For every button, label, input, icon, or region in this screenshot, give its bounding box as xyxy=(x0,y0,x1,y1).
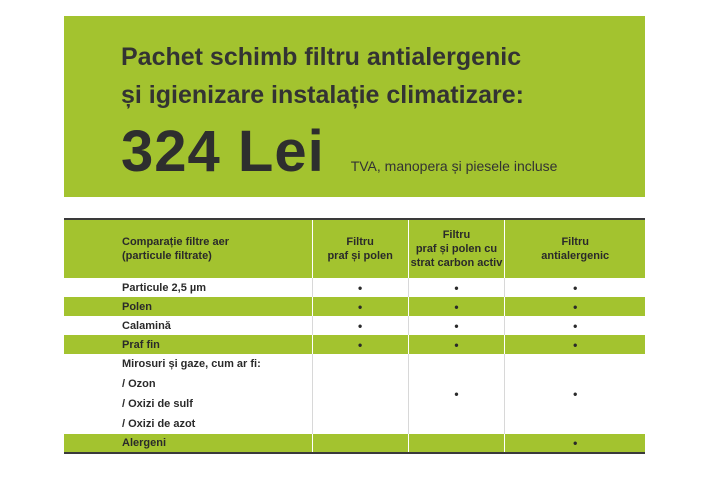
table-row xyxy=(64,434,645,453)
bullet-mark: • xyxy=(408,278,505,297)
row-label: Particule 2,5 µm xyxy=(122,281,206,294)
header-col3-line3: strat carbon activ xyxy=(410,257,503,269)
table-header-row xyxy=(64,219,645,278)
row-label-line: / Oxizi de azot xyxy=(122,418,196,430)
banner-title xyxy=(121,38,645,114)
bullet-mark: • xyxy=(505,316,645,335)
row-label-line: Mirosuri și gaze, cum ar fi: xyxy=(122,358,261,370)
header-antiallergenic-filter xyxy=(505,219,645,278)
bullet-mark: • xyxy=(505,297,645,316)
bullet-mark: • xyxy=(312,335,408,354)
bullet-mark: • xyxy=(312,278,408,297)
bullet-mark: • xyxy=(312,316,408,335)
table-row xyxy=(64,316,645,335)
bullet-mark xyxy=(312,354,408,434)
header-comparison-line2: (particule filtrate) xyxy=(122,250,212,262)
header-col2-line2: praf și polen xyxy=(327,250,393,262)
table-row xyxy=(64,335,645,354)
header-dust-pollen-filter xyxy=(312,219,408,278)
bullet-mark: • xyxy=(505,434,645,453)
row-label-odors-gases xyxy=(64,354,312,434)
table-row xyxy=(64,354,645,434)
bullet-mark: • xyxy=(408,297,505,316)
header-col3-line1: Filtru xyxy=(442,229,471,241)
table-row xyxy=(64,297,645,316)
bullet-mark: • xyxy=(505,335,645,354)
header-col2-line1: Filtru xyxy=(346,236,374,248)
table-row xyxy=(64,278,645,297)
header-col4-line2: antialergenic xyxy=(541,250,610,262)
header-col3-line2: praf și polen cu xyxy=(415,243,498,255)
bullet-mark xyxy=(408,434,505,453)
price-note: TVA, manopera și piesele incluse xyxy=(350,158,558,174)
bullet-mark: • xyxy=(408,335,505,354)
banner-title-line2: și igienizare instalație climatizare: xyxy=(121,81,524,109)
promo-banner xyxy=(64,16,645,197)
bullet-mark: • xyxy=(408,316,505,335)
package-price: 324 Lei xyxy=(121,119,325,184)
filter-comparison-table xyxy=(64,218,645,454)
header-comparison-line1: Comparație filtre aer xyxy=(122,236,229,248)
bullet-mark: • xyxy=(312,297,408,316)
bullet-mark xyxy=(312,434,408,453)
row-label: Praf fin xyxy=(122,338,160,351)
row-label-line: / Oxizi de sulf xyxy=(122,398,193,410)
row-label: Alergeni xyxy=(64,434,312,453)
bullet-mark: • xyxy=(505,278,645,297)
header-comparison xyxy=(64,219,312,278)
bullet-mark: • xyxy=(505,354,645,434)
header-col4-line1: Filtru xyxy=(561,236,589,248)
row-label: Polen xyxy=(122,300,152,313)
banner-title-line1: Pachet schimb filtru antialergenic xyxy=(121,43,522,71)
row-label: Calamină xyxy=(122,319,171,332)
header-carbon-filter xyxy=(408,219,505,278)
row-label-line: / Ozon xyxy=(122,378,156,390)
bullet-mark: • xyxy=(408,354,505,434)
price-line xyxy=(121,119,645,184)
